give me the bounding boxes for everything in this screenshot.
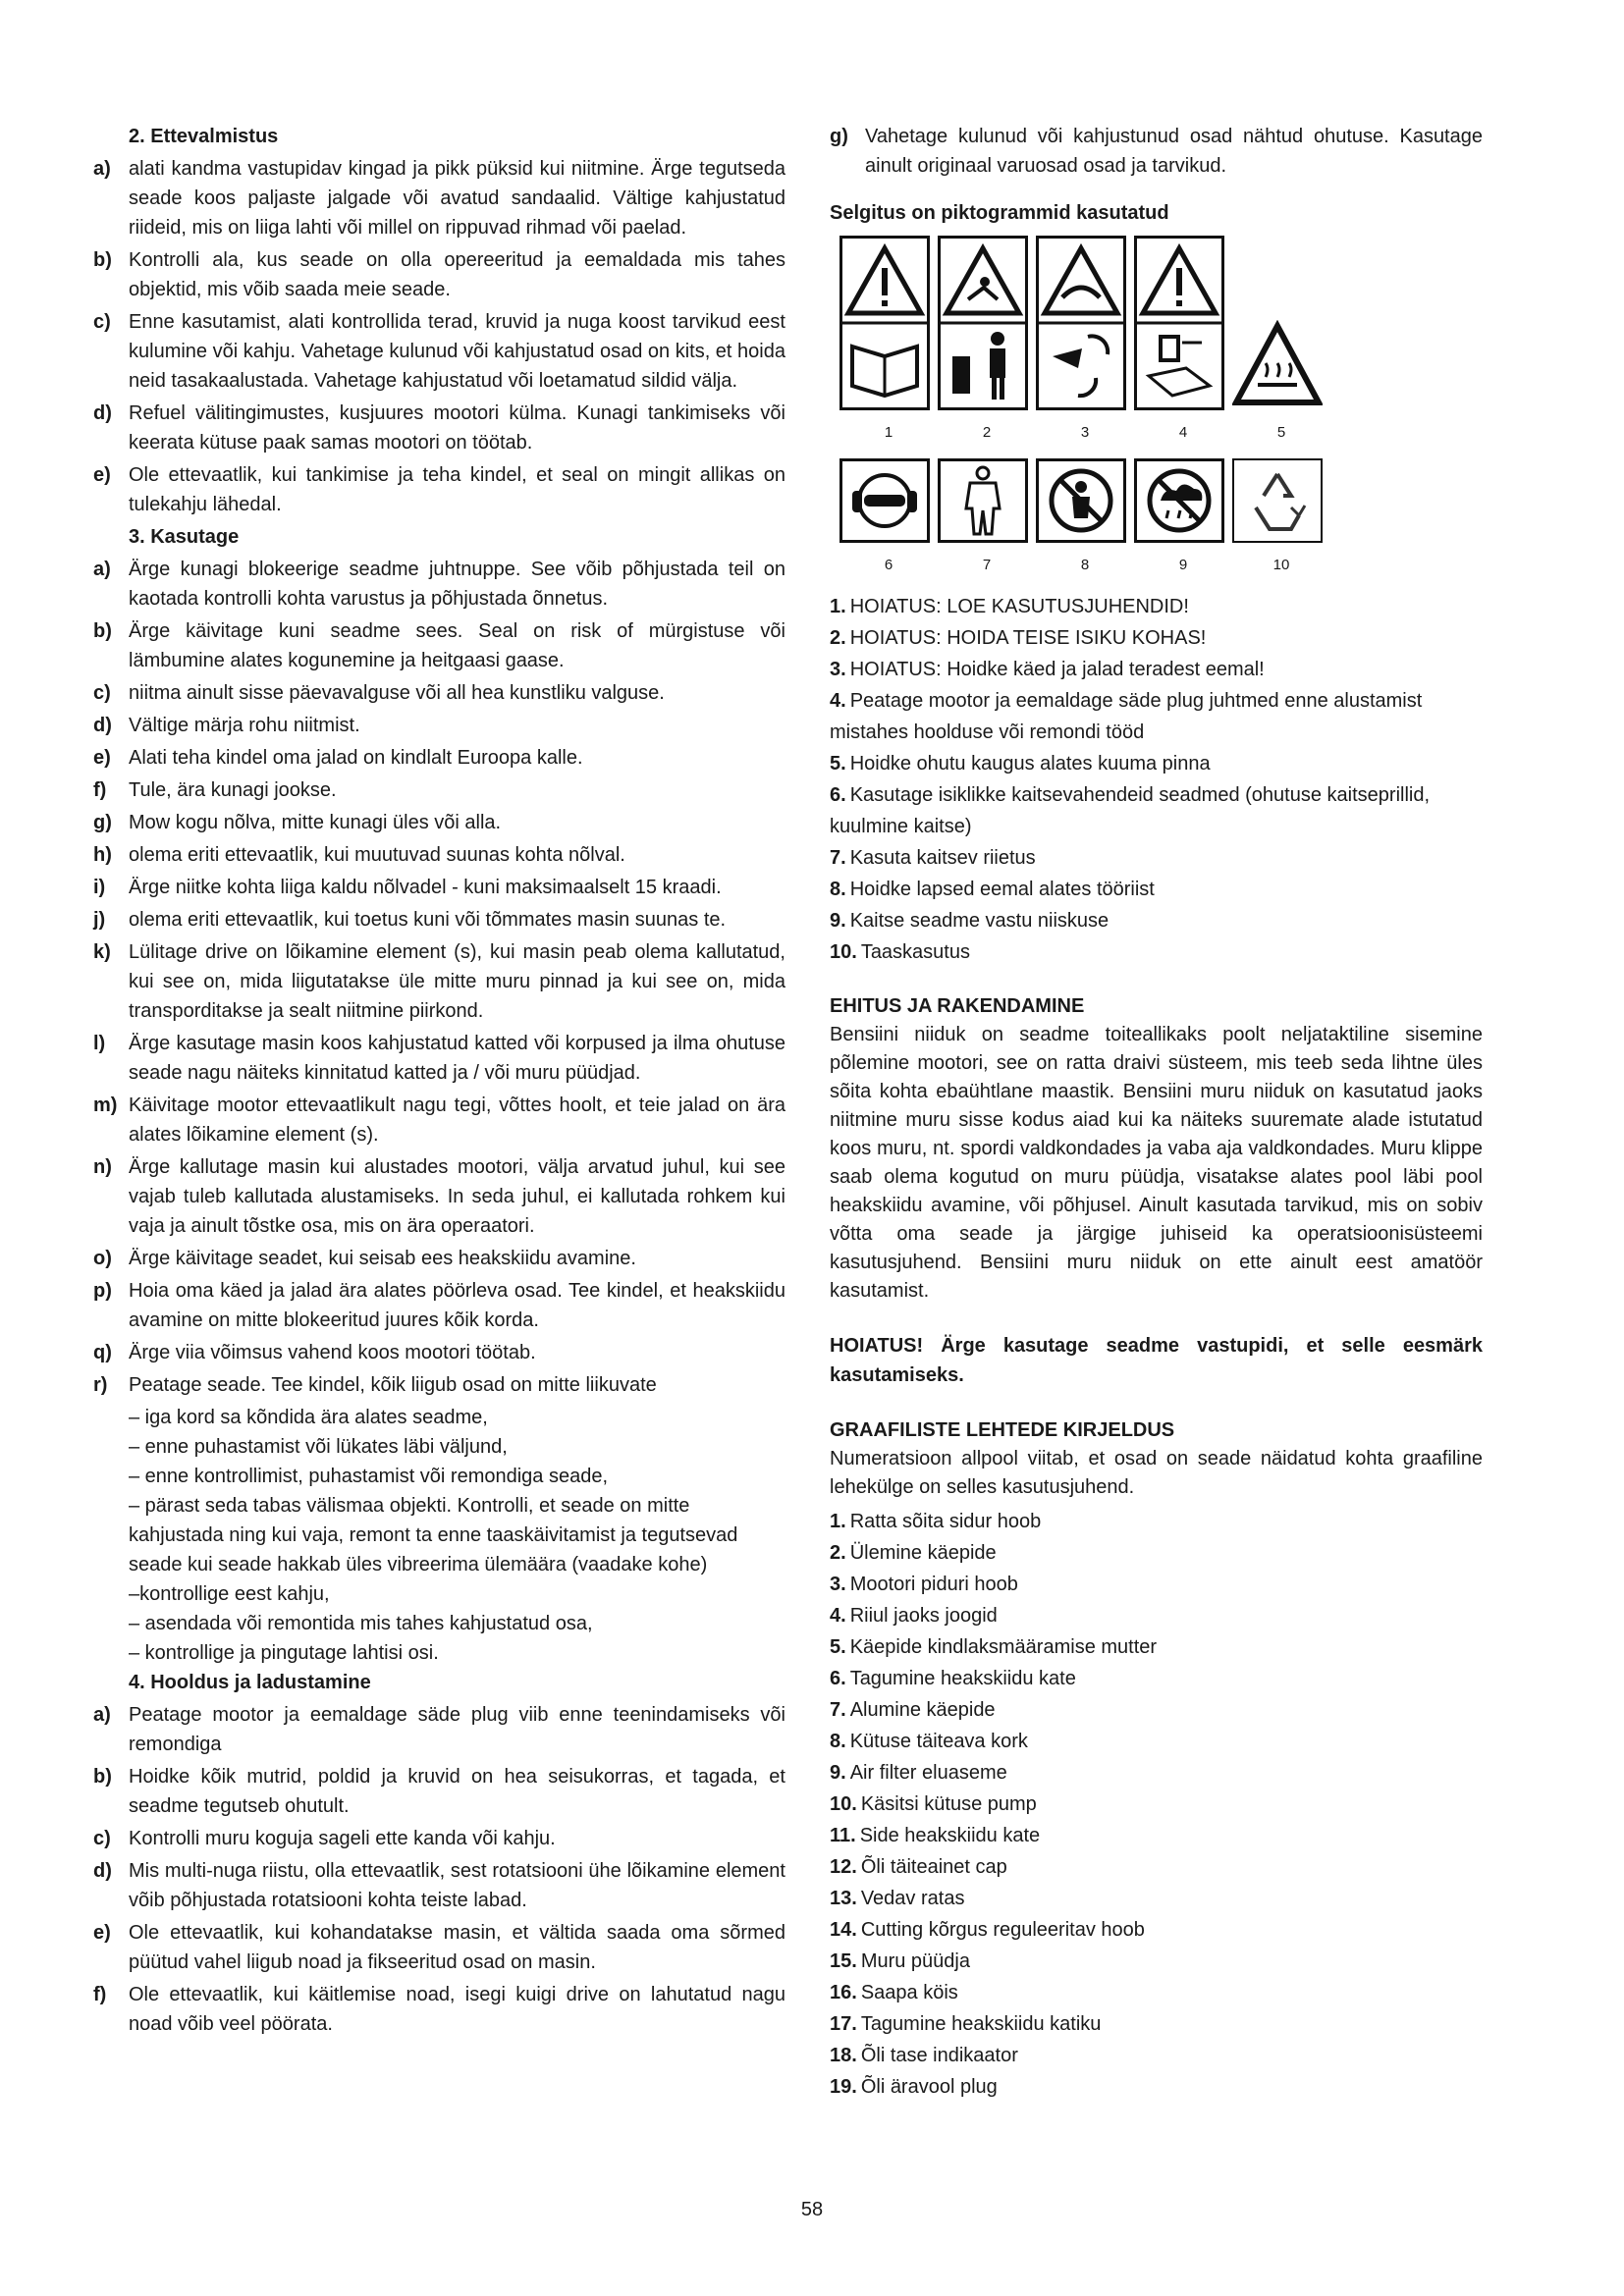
item-number: 7. (830, 1699, 846, 1721)
item-text: HOIATUS: HOIDA TEISE ISIKU KOHAS! (849, 627, 1207, 649)
sub-list-line: –kontrollige eest kahju, (129, 1583, 330, 1605)
pictogram-goggles-ear-protection-icon (839, 458, 930, 543)
numbered-item (830, 748, 1483, 779)
list-item (93, 1152, 785, 1241)
item-text: Peatage mootor ja eemaldage säde plug viib enne teenindamiseks või remondiga (129, 1704, 785, 1755)
pictogram-keep-children-away-icon (1036, 458, 1126, 543)
item-number: 7. (830, 847, 846, 869)
item-label: c) (93, 1828, 111, 1849)
numbered-item (830, 654, 1483, 685)
pictogram-protective-clothing-icon (938, 458, 1028, 543)
sub-list-line: – enne kontrollimist, puhastamist või remondiga seade, (129, 1466, 609, 1487)
item-text: Ärge kunagi blokeerige seadme juhtnuppe. See võib põhjustada teil on kaotada kontrolli kohta varustus ja põhjustada õnnetus. (129, 559, 785, 610)
item-label: r) (93, 1374, 108, 1396)
item-text: Kasuta kaitsev riietus (849, 847, 1036, 869)
item-label: e) (93, 747, 111, 769)
numbered-item (830, 685, 1483, 748)
item-text: Ülemine käepide (849, 1542, 997, 1564)
pictogram-numbers-bottom (839, 557, 1483, 573)
item-text: Kaitse seadme vastu niiskuse (849, 910, 1110, 932)
pictogram-numbers-top (839, 424, 1483, 441)
item-text: alati kandma vastupidav kingad ja pikk püksid kui niitmine. Ärge tegutseda seade koos paljaste jalgade või avatud sandaalid. Vältige kahjustatud riideid, mis on liiga lahti või millel on rippuvad rihmad või paelad. (129, 158, 785, 239)
pictogram-spark-plug-icon (1134, 236, 1224, 410)
item-text: Riiul jaoks joogid (849, 1605, 998, 1627)
item-label: h) (93, 844, 112, 866)
item-text: Ole ettevaatlik, kui tankimise ja teha kindel, et seal on mingit allikas on tulekahju lähedal. (129, 464, 785, 515)
item-label: g) (93, 812, 112, 833)
item-text: Käepide kindlaksmääramise mutter (849, 1636, 1158, 1658)
pictogram-read-manual-icon (839, 236, 930, 410)
item-number: 1. (830, 596, 846, 617)
item-text: Ärge niitke kohta liiga kaldu nõlvadel - kuni maksimaalselt 15 kraadi. (129, 877, 722, 898)
item-text: Vedav ratas (860, 1888, 965, 1909)
item-text: niitma ainult sisse päevavalguse või all hea kunstliku valguse. (129, 682, 665, 704)
item-text: Õli täiteainet cap (860, 1856, 1007, 1878)
item-text: HOIATUS: LOE KASUTUSJUHENDID! (849, 596, 1189, 617)
page-number: 58 (800, 2199, 824, 2220)
list-item (93, 1856, 785, 1915)
graphic-title: GRAAFILISTE LEHTEDE KIRJELDUS (830, 1419, 1175, 1441)
pictogram-number: 2 (982, 424, 992, 441)
item-number: 3. (830, 659, 846, 680)
list-item (93, 1980, 785, 2039)
item-text: Hoidke ohutu kaugus alates kuuma pinna (849, 753, 1211, 774)
sub-list-line: – pärast seda tabas välismaa objekti. Kontrolli, et seade on mitte kahjustada ning kui vaja, remont ta enne taaskäivitamist ja tegutsevad seade kui seade hakkab üles vibreerima ülemäära (vaadake kohe) (129, 1495, 738, 1575)
pictogram-hot-surface-icon (1232, 320, 1323, 410)
list-item (93, 775, 785, 805)
item-text: Air filter eluaseme (849, 1762, 1007, 1784)
item-text: Vahetage kulunud või kahjustunud osad nähtud ohutuse. Kasutage ainult originaal varuosad osad ja tarvikud. (865, 126, 1483, 177)
item-text: Peatage seade. Tee kindel, kõik liigub osad on mitte liikuvate (129, 1374, 657, 1396)
item-text: Ärge kallutage masin kui alustades mootori, välja arvatud juhul, kui see vajab tuleb kallutada alustamiseks. In seda juhul, ei kallutada rohkem kui vaja ja ainult tõstke osa, mis on ära operaatori. (129, 1156, 785, 1237)
item-label: l) (93, 1033, 106, 1054)
numbered-item (830, 1883, 1483, 1914)
item-text: Ärge viia võimsus vahend koos mootori töötab. (129, 1342, 536, 1363)
item-text: Cutting kõrgus reguleeritav hoob (860, 1919, 1145, 1941)
item-number: 18. (830, 2045, 857, 2066)
item-text: Ratta sõita sidur hoob (849, 1511, 1042, 1532)
list-item (93, 1029, 785, 1088)
item-number: 1. (830, 1511, 846, 1532)
left-column (93, 122, 785, 2042)
item-label: a) (93, 1704, 111, 1726)
sub-list-line: – asendada või remontida mis tahes kahjustatud osa, (129, 1613, 593, 1634)
sub-list-line: – kontrollige ja pingutage lahtisi osi. (129, 1642, 439, 1664)
item-text: Kontrolli ala, kus seade on olla opereeritud ja eemaldada mis tahes objektid, mis võib saada meie seade. (129, 249, 785, 300)
list-item (93, 808, 785, 837)
pictogram-number: 6 (884, 557, 893, 573)
item-number: 2. (830, 627, 846, 649)
numbered-item (830, 1946, 1483, 1977)
list-item (93, 711, 785, 740)
item-text: Tagumine heakskiidu kate (849, 1668, 1076, 1689)
numbered-item (830, 1537, 1483, 1569)
list-item (93, 399, 785, 457)
warning-text: HOIATUS! Ärge kasutage seadme vastupidi, et selle eesmärk kasutamiseks. (830, 1335, 1483, 1386)
numbered-item (830, 1977, 1483, 2008)
item-label: i) (93, 877, 106, 898)
pictogram-recycle-icon (1232, 458, 1323, 543)
numbered-item (830, 1914, 1483, 1946)
item-number: 8. (830, 1731, 846, 1752)
list-item (93, 1918, 785, 1977)
item-text: HOIATUS: Hoidke käed ja jalad teradest eemal! (849, 659, 1265, 680)
item-number: 16. (830, 1982, 857, 2003)
item-label: b) (93, 249, 112, 271)
item-text: Kütuse täiteava kork (849, 1731, 1028, 1752)
pictogram-number: 8 (1080, 557, 1090, 573)
item-number: 6. (830, 1668, 846, 1689)
item-label: f) (93, 779, 107, 801)
item-text: Ärge käivitage seadet, kui seisab ees heakskiidu avamine. (129, 1248, 636, 1269)
item-text: Alati teha kindel oma jalad on kindlalt Euroopa kalle. (129, 747, 583, 769)
sub-list-line: – iga kord sa kõndida ära alates seadme, (129, 1407, 488, 1428)
item-number: 6. (830, 784, 846, 806)
pictogram-number: 7 (982, 557, 992, 573)
item-label: d) (93, 715, 112, 736)
item-text: Saapa köis (860, 1982, 958, 2003)
list-item (93, 245, 785, 304)
item-label: p) (93, 1280, 112, 1302)
list-item (93, 1276, 785, 1335)
item-label: c) (93, 682, 111, 704)
item-label: e) (93, 1922, 111, 1944)
item-number: 11. (830, 1825, 856, 1846)
item-text: Kontrolli muru koguja sageli ette kanda või kahju. (129, 1828, 556, 1849)
numbered-item (830, 622, 1483, 654)
numbered-item (830, 1694, 1483, 1726)
numbered-item (830, 591, 1483, 622)
parts-list (830, 1506, 1483, 2103)
numbered-item (830, 1757, 1483, 1789)
item-number: 17. (830, 2013, 857, 2035)
pictogram-number: 10 (1272, 557, 1290, 573)
numbered-item (830, 1663, 1483, 1694)
item-label: o) (93, 1248, 112, 1269)
numbered-item (830, 2071, 1483, 2103)
list-item (93, 905, 785, 934)
numbered-item (830, 936, 1483, 968)
item-number: 5. (830, 1636, 846, 1658)
item-label: a) (93, 158, 111, 180)
section-use-list (93, 555, 785, 1400)
item-label: c) (93, 311, 111, 333)
item-text: Mow kogu nõlva, mitte kunagi üles või alla. (129, 812, 502, 833)
item-number: 10. (830, 941, 857, 963)
list-item (93, 937, 785, 1026)
pictogram-grid (839, 236, 1483, 573)
list-item (93, 678, 785, 708)
pictogram-number: 1 (884, 424, 893, 441)
numbered-item (830, 2040, 1483, 2071)
section-maintenance-list (93, 1700, 785, 2039)
list-item (93, 460, 785, 519)
item-text: Peatage mootor ja eemaldage säde plug juhtmed enne alustamist mistahes hoolduse või remondi tööd (830, 690, 1423, 743)
list-item (93, 743, 785, 773)
pictogram-row-top (839, 236, 1483, 410)
item-label: b) (93, 1766, 112, 1788)
list-item (93, 1338, 785, 1367)
numbered-item (830, 1789, 1483, 1820)
item-text: Vältige märja rohu niitmist. (129, 715, 360, 736)
item-text: Ole ettevaatlik, kui käitlemise noad, isegi kuigi drive on lahutatud nagu noad võib veel pöörata. (129, 1984, 785, 2035)
list-item (93, 1091, 785, 1149)
item-label: n) (93, 1156, 112, 1178)
numbered-item (830, 2008, 1483, 2040)
list-item (93, 1700, 785, 1759)
pictogram-blade-hands-icon (1036, 236, 1126, 410)
graphic-text: Numeratsioon allpool viitab, et osad on seade näidatud kohta graafiline lehekülge on selles kasutusjuhend. (830, 1448, 1483, 1498)
sub-list-line: – enne puhastamist või lükates läbi väljund, (129, 1436, 508, 1458)
item-label: g) (830, 126, 848, 147)
item-number: 12. (830, 1856, 857, 1878)
item-text: Hoidke kõik mutrid, poldid ja kruvid on hea seisukorras, et tagada, et seadme tegutseb ohutult. (129, 1766, 785, 1817)
item-text: Tagumine heakskiidu katiku (860, 2013, 1102, 2035)
item-label: m) (93, 1095, 118, 1116)
item-text: Taaskasutus (860, 941, 970, 963)
item-text: olema eriti ettevaatlik, kui toetus kuni või tõmmates masin suunas te. (129, 909, 727, 931)
section-preparation-list (93, 154, 785, 519)
item-g (830, 122, 1483, 181)
list-item (93, 307, 785, 396)
list-item (93, 154, 785, 242)
item-text: Ärge käivitage kuni seadme sees. Seal on risk of mürgistuse või lämbumine alates kogunemine ja heitgaasi gaase. (129, 620, 785, 671)
pictogram-bystanders-icon (938, 236, 1028, 410)
construction-title: EHITUS JA RAKENDAMINE (830, 995, 1085, 1017)
item-number: 19. (830, 2076, 857, 2098)
item-text: Kasutage isiklikke kaitsevahendeid seadmed (ohutuse kaitseprillid, kuulmine kaitse) (830, 784, 1431, 837)
item-text: Õli tase indikaator (860, 2045, 1018, 2066)
numbered-item (830, 1820, 1483, 1851)
numbered-item (830, 1851, 1483, 1883)
item-text: Refuel välitingimustes, kusjuures mootori külma. Kunagi tankimiseks või keerata kütuse paak samas mootori on töötab. (129, 402, 785, 454)
numbered-item (830, 1726, 1483, 1757)
item-number: 15. (830, 1950, 857, 1972)
item-text: Ole ettevaatlik, kui kohandatakse masin, et vältida saada oma sõrmed püütud vahel liigub noad ja fikseeritud osad on masin. (129, 1922, 785, 1973)
item-label: d) (93, 1860, 112, 1882)
item-label: f) (93, 1984, 107, 2005)
pictogram-number: 9 (1178, 557, 1188, 573)
item-text: Muru püüdja (860, 1950, 970, 1972)
section-title-use: 3. Kasutage (129, 526, 240, 548)
numbered-item (830, 874, 1483, 905)
item-number: 9. (830, 910, 846, 932)
numbered-item (830, 779, 1483, 842)
item-text: Hoia oma käed ja jalad ära alates pöörleva osad. Tee kindel, et heakskiidu avamine on mitte blokeeritud juures kõik korda. (129, 1280, 785, 1331)
item-label: b) (93, 620, 112, 642)
section-title-preparation: 2. Ettevalmistus (129, 126, 279, 147)
item-number: 14. (830, 1919, 857, 1941)
item-label: j) (93, 909, 106, 931)
item-text: Tule, ära kunagi jookse. (129, 779, 337, 801)
section-use-r-sublist (129, 1403, 785, 1668)
item-text: Enne kasutamist, alati kontrollida terad, kruvid ja nuga koost tarvikud eest kulumine või kahju. Vahetage kulunud või kahjustatud osad on kits, et hoida neid tasakaalustada. Vahetage kahjustatud või loetamatud sildid välja. (129, 311, 785, 392)
item-text: Side heakskiidu kate (859, 1825, 1041, 1846)
item-text: Mootori piduri hoob (849, 1574, 1018, 1595)
item-number: 13. (830, 1888, 857, 1909)
list-item (93, 616, 785, 675)
numbered-item (830, 1600, 1483, 1631)
item-text: Mis multi-nuga riistu, olla ettevaatlik, sest rotatsiooni ühe lõikamine element võib põhjustada rotatsiooni kohta teiste labad. (129, 1860, 785, 1911)
pictogram-moisture-protection-icon (1134, 458, 1224, 543)
item-label: a) (93, 559, 111, 580)
list-item (93, 555, 785, 614)
section-title-maintenance: 4. Hooldus ja ladustamine (129, 1672, 371, 1693)
item-text: Käsitsi kütuse pump (860, 1793, 1037, 1815)
item-text: Lülitage drive on lõikamine element (s), kui masin peab olema kallutatud, kui see on, mida liigutatakse üle mitte muru pinnad ja kui see on, mida transporditakse ja sealt niitmine piirkond. (129, 941, 785, 1022)
item-text: olema eriti ettevaatlik, kui muutuvad suunas kohta nõlval. (129, 844, 625, 866)
item-label: e) (93, 464, 111, 486)
item-number: 8. (830, 879, 846, 900)
item-number: 10. (830, 1793, 857, 1815)
item-text: Alumine käepide (849, 1699, 996, 1721)
item-text: Ärge kasutage masin koos kahjustatud katted või korpused ja ilma ohutuse seade nagu näiteks kinnitatud katted ja / või muru püüdjad. (129, 1033, 785, 1084)
item-text: Käivitage mootor ettevaatlikult nagu tegi, võttes hoolt, et teie jalad on ära alates lõikamine element (s). (129, 1095, 785, 1146)
pictogram-number: 5 (1276, 424, 1286, 441)
numbered-item (830, 1569, 1483, 1600)
numbered-item (830, 905, 1483, 936)
item-number: 3. (830, 1574, 846, 1595)
pictogram-number: 4 (1178, 424, 1188, 441)
item-number: 9. (830, 1762, 846, 1784)
numbered-item (830, 842, 1483, 874)
list-item (93, 1370, 785, 1400)
right-column (830, 122, 1483, 2103)
list-item (93, 873, 785, 902)
item-label: d) (93, 402, 112, 424)
numbered-item (830, 1506, 1483, 1537)
item-number: 5. (830, 753, 846, 774)
pictogram-title: Selgitus on piktogrammid kasutatud (830, 202, 1169, 224)
pictogram-legend-list (830, 591, 1483, 968)
pictogram-row-bottom (839, 458, 1483, 543)
list-item (93, 1244, 785, 1273)
item-label: k) (93, 941, 111, 963)
pictogram-number: 3 (1080, 424, 1090, 441)
numbered-item (830, 1631, 1483, 1663)
item-number: 2. (830, 1542, 846, 1564)
list-item (93, 840, 785, 870)
item-text: Hoidke lapsed eemal alates tööriist (849, 879, 1155, 900)
list-item (93, 1824, 785, 1853)
item-text: Õli äravool plug (860, 2076, 998, 2098)
item-number: 4. (830, 690, 846, 712)
list-item (93, 1762, 785, 1821)
item-number: 4. (830, 1605, 846, 1627)
item-label: q) (93, 1342, 112, 1363)
construction-text: Bensiini niiduk on seadme toiteallikaks poolt neljataktiline sisemine põlemine mootori, see on ratta draivi süsteem, mis teeb seda lihtne üles sõita kohta ebaühtlane maastik. Bensiini muru niiduk on kasutatud jaoks niitmine muru sisse kodus aiad kui ka näiteks suuremate alade istutatud koos muru, nt. spordi valdkondades ja vaba aja valdkondades. Muru klippe saab olema kogutud on muru püüdja, visatakse alates pool läbi pool heakskiidu avamine, või põhjusel. Ainult kasutada tarvikud, mis on sobiv võtta oma seade ja järgige juhiseid ka operatsioonisüsteemi kasutusjuhend. Bensiini muru niiduk on ette ainult eest amatöör kasutamist. (830, 1024, 1483, 1302)
